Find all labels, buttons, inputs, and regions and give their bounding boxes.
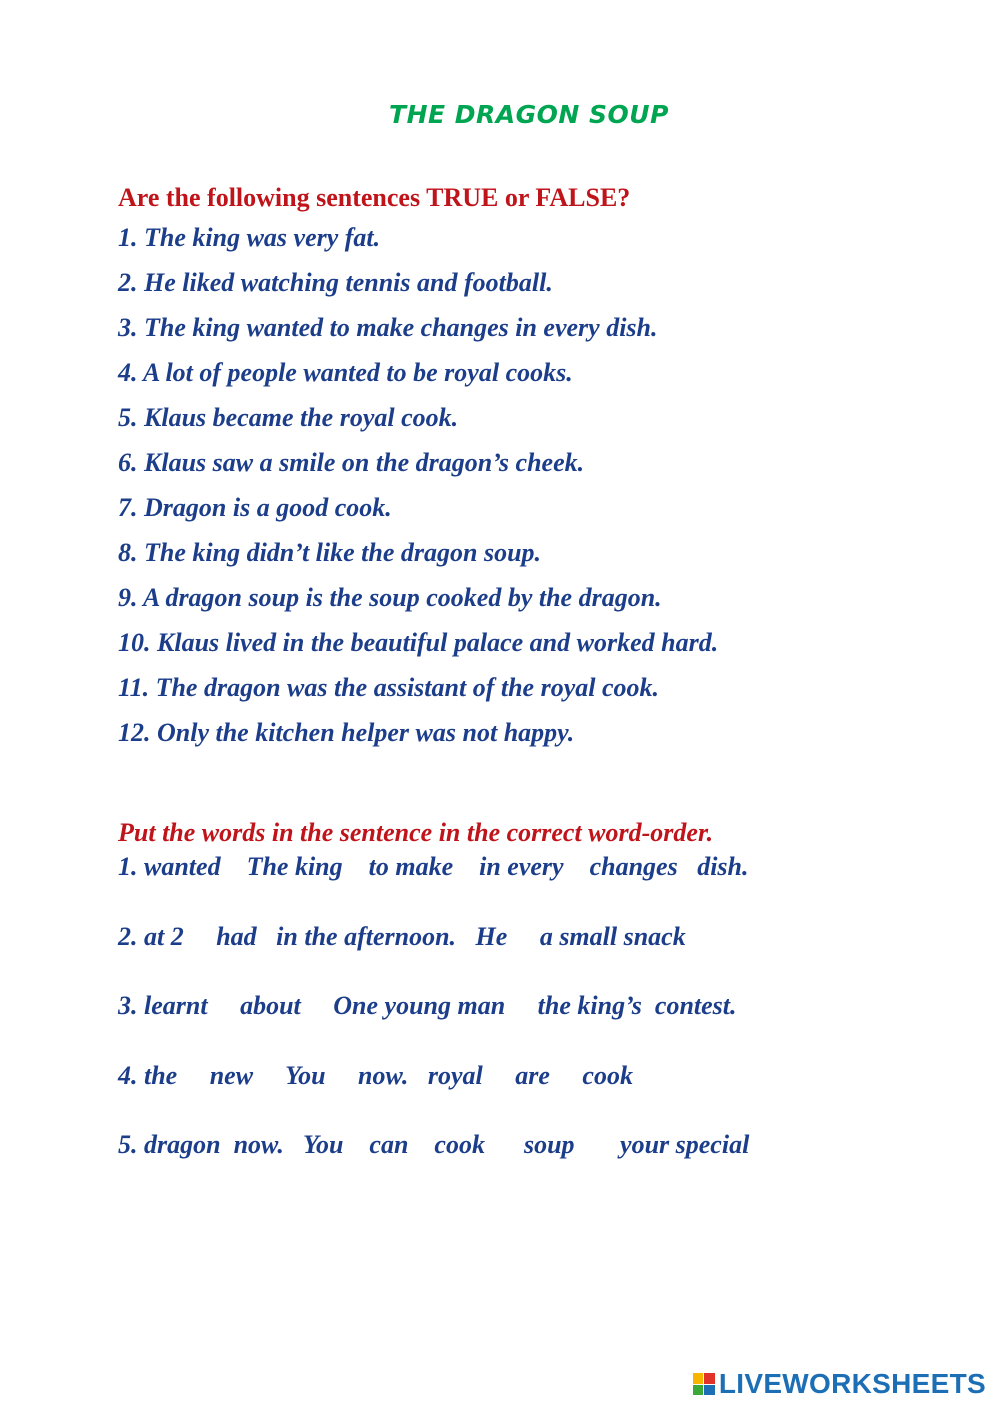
liveworksheets-logo-icon — [693, 1373, 715, 1395]
word-order-item: 4. the new You now. royal are cook — [118, 1060, 633, 1090]
true-false-item: 3. The king wanted to make changes in every dish. — [118, 313, 658, 342]
word-order-item: 1. wanted The king to make in every changes dish. — [118, 852, 749, 881]
true-false-item: 10. Klaus lived in the beautiful palace and worked hard. — [118, 628, 719, 657]
word-order-item: 2. at 2 had in the afternoon. He a small snack — [118, 921, 686, 951]
word-order-item: 3. learnt about One young man the king’s contest. — [118, 991, 737, 1020]
true-false-item: 11. The dragon was the assistant of the royal cook. — [118, 673, 659, 702]
true-false-item: 1. The king was very fat. — [118, 223, 381, 252]
logo-square — [704, 1373, 715, 1384]
logo-square — [704, 1385, 715, 1396]
true-false-heading: Are the following sentences TRUE or FALSE? — [118, 183, 631, 212]
liveworksheets-wordmark: LIVEWORKSHEETS — [718, 1368, 986, 1399]
word-order-item: 5. dragon now. You can cook soup your special — [118, 1130, 750, 1159]
logo-square — [693, 1373, 704, 1384]
logo-square — [693, 1385, 704, 1396]
true-false-section — [118, 181, 960, 755]
true-false-item: 9. A dragon soup is the soup cooked by the dragon. — [118, 583, 662, 612]
true-false-item: 2. He liked watching tennis and football. — [118, 268, 553, 297]
word-order-heading: Put the words in the sentence in the correct word-order. — [118, 818, 714, 847]
true-false-item: 8. The king didn’t like the dragon soup. — [118, 538, 542, 567]
worksheet-title: THE DRAGON SOUP — [389, 100, 669, 129]
true-false-item: 12. Only the kitchen helper was not happy. — [118, 718, 575, 747]
true-false-item: 5. Klaus became the royal cook. — [118, 403, 459, 432]
true-false-item: 7. Dragon is a good cook. — [118, 493, 392, 522]
word-order-section — [118, 816, 960, 1198]
true-false-item: 4. A lot of people wanted to be royal cooks. — [118, 358, 573, 387]
true-false-item: 6. Klaus saw a smile on the dragon’s cheek. — [118, 448, 585, 477]
liveworksheets-logo — [693, 1368, 986, 1400]
